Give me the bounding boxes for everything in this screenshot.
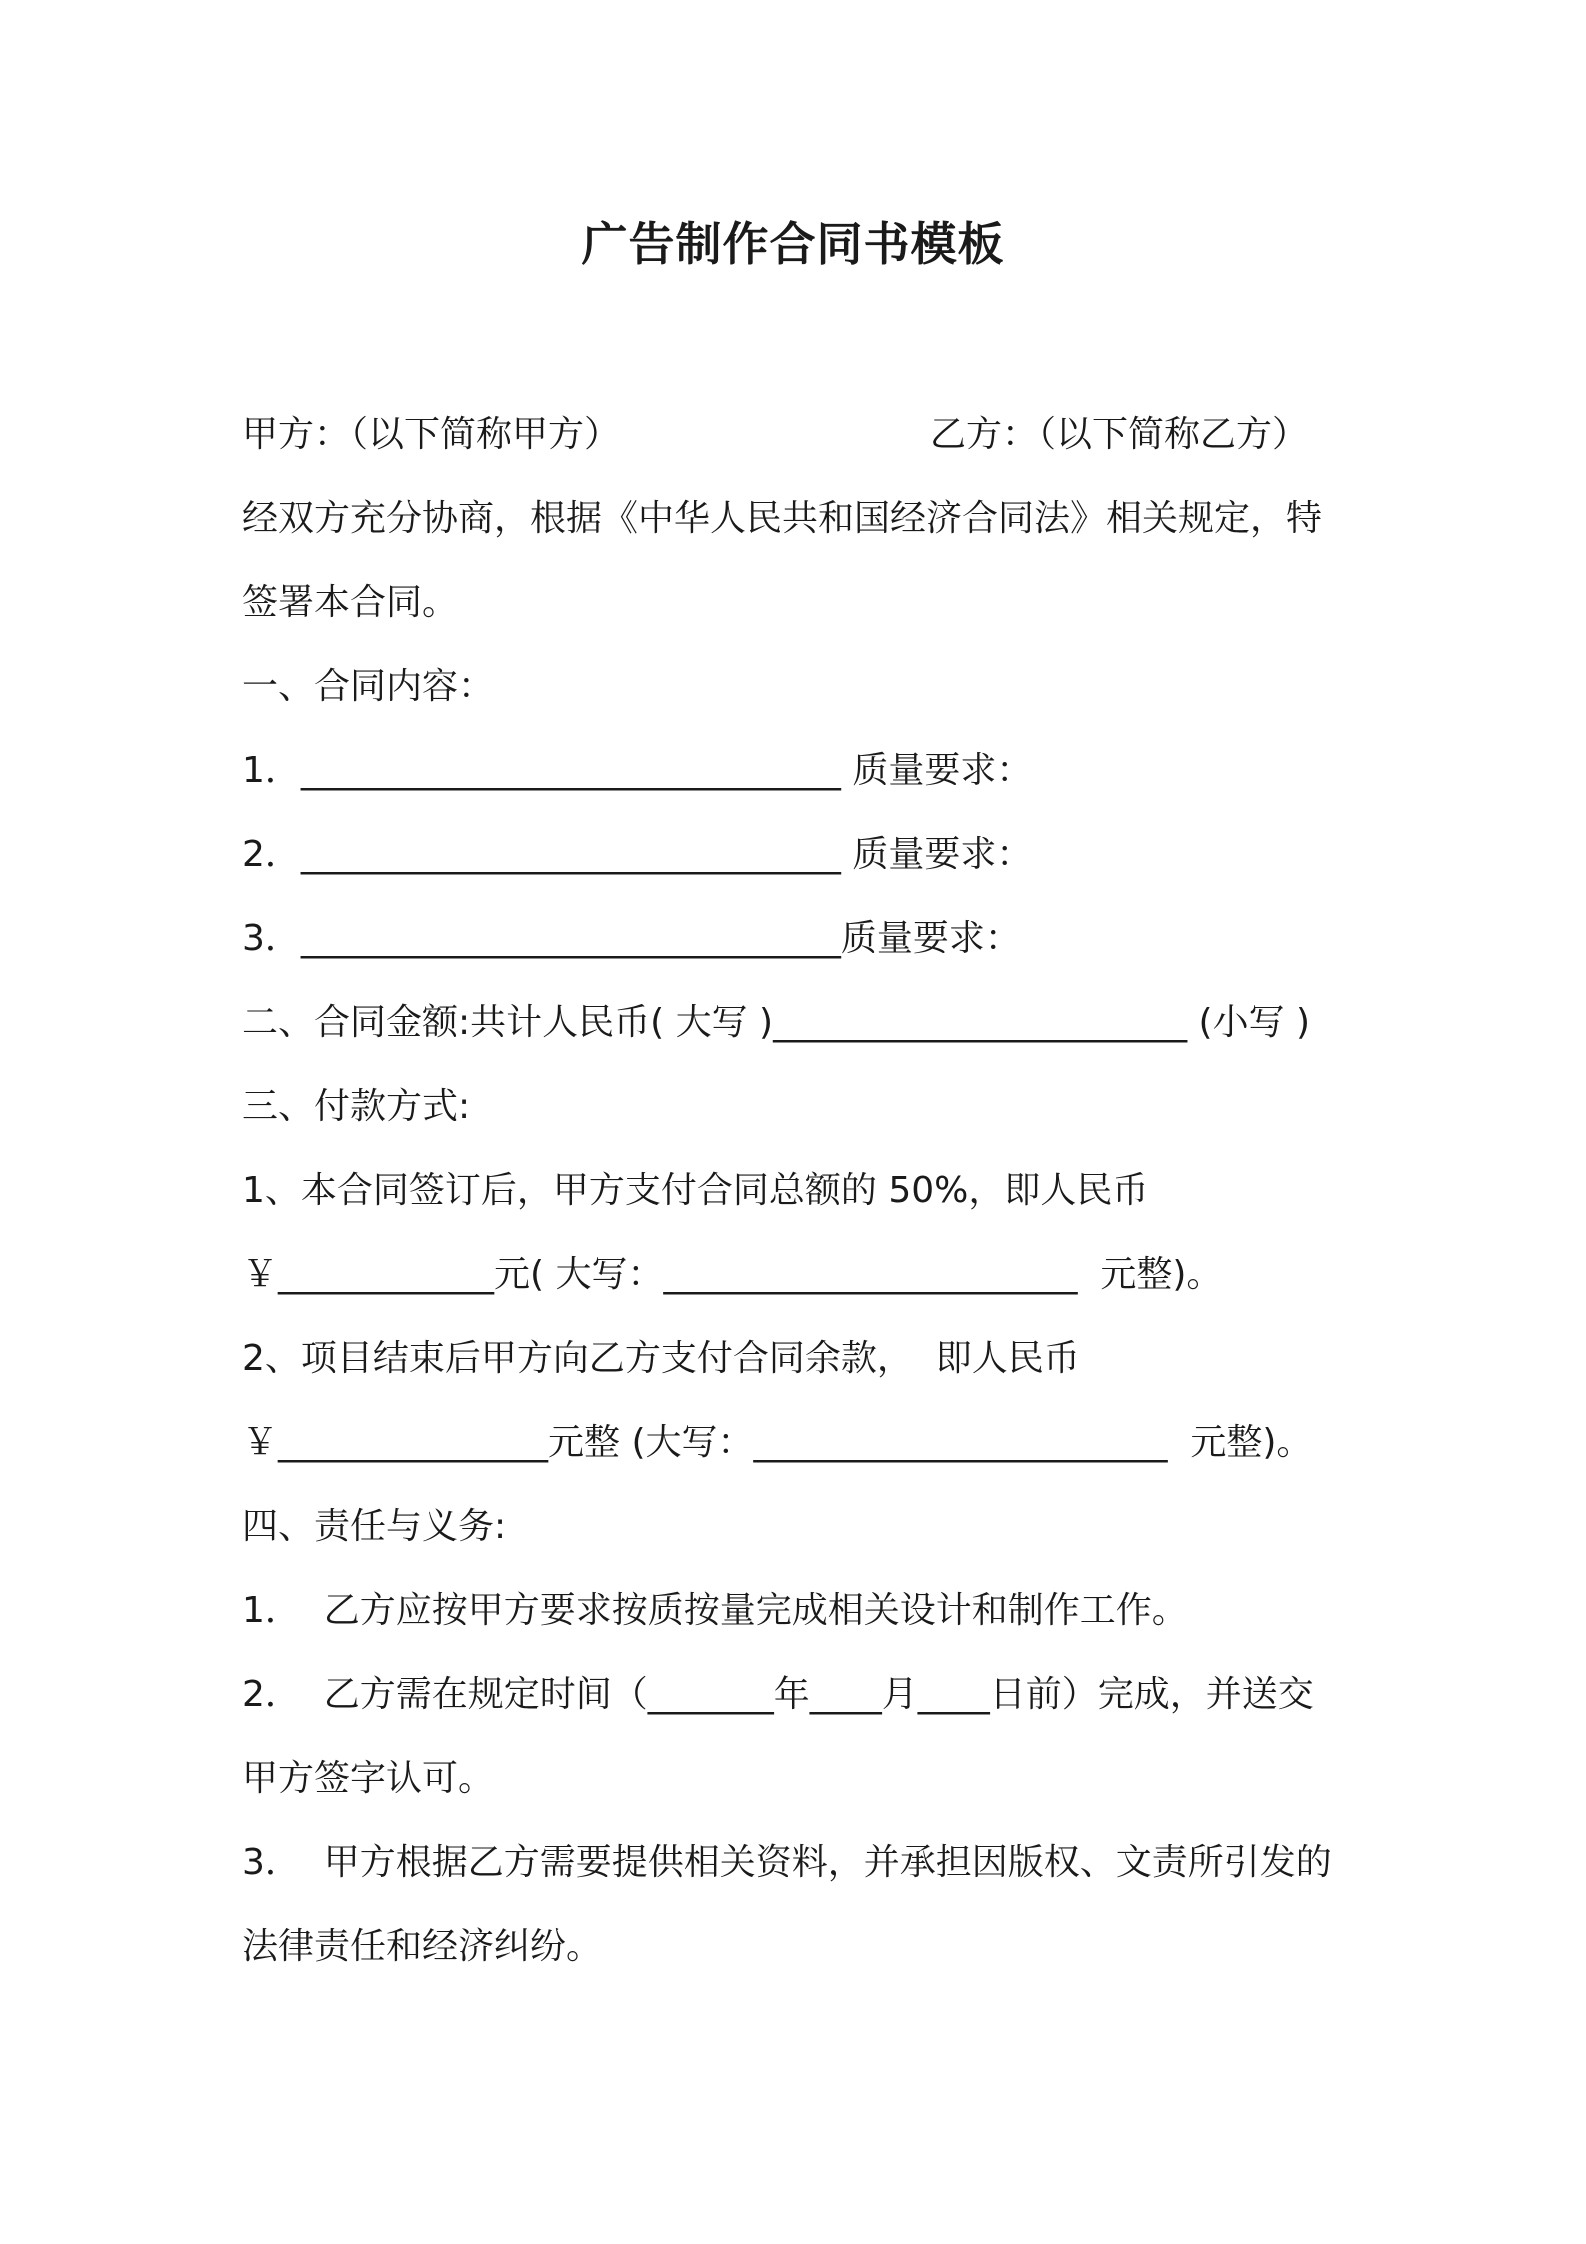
document-title: 广告制作合同书模板 <box>581 217 1005 271</box>
duty-item-3-line-1: 3． 甲方根据乙方需要提供相关资料，并承担因版权、文责所引发的 <box>242 1842 1332 1883</box>
content-item-1: 1．______________________________ 质量要求： <box>242 750 1033 791</box>
content-item-2: 2．______________________________ 质量要求： <box>242 834 1033 875</box>
intro-line-1: 经双方充分协商，根据《中华人民共和国经济合同法》相关规定，特 <box>242 498 1323 539</box>
payment-2-line-1: 2、项目结束后甲方向乙方支付合同余款， 即人民币 <box>242 1338 1080 1379</box>
party-b-label: 乙方：（以下简称乙方） <box>930 414 1309 455</box>
duty-item-3-line-2: 法律责任和经济纠纷。 <box>242 1926 603 1967</box>
duty-item-2-line-1: 2． 乙方需在规定时间（_______年____月____日前）完成，并送交 <box>242 1674 1314 1715</box>
payment-1-line-2: ￥____________元( 大写：_______________________ 元整)。 <box>242 1254 1223 1295</box>
section4-heading: 四、责任与义务: <box>242 1506 507 1547</box>
payment-1-line-1: 1、本合同签订后，甲方支付合同总额的 50%，即人民币 <box>242 1170 1149 1211</box>
section1-heading: 一、合同内容： <box>242 666 495 707</box>
section2-heading: 二、合同金额:共计人民币( 大写 )_______________________ (小写 ) <box>242 1002 1311 1043</box>
party-a-label: 甲方：（以下简称甲方） <box>242 414 621 455</box>
duty-item-1: 1． 乙方应按甲方要求按质按量完成相关设计和制作工作。 <box>242 1590 1188 1631</box>
content-item-3: 3．______________________________质量要求： <box>242 918 1021 959</box>
intro-line-2: 签署本合同。 <box>242 582 459 623</box>
section3-heading: 三、付款方式: <box>242 1086 471 1127</box>
duty-item-2-line-2: 甲方签字认可。 <box>242 1758 495 1799</box>
payment-2-line-2: ￥_______________元整 (大写：_______________________ 元整)。 <box>242 1422 1313 1463</box>
